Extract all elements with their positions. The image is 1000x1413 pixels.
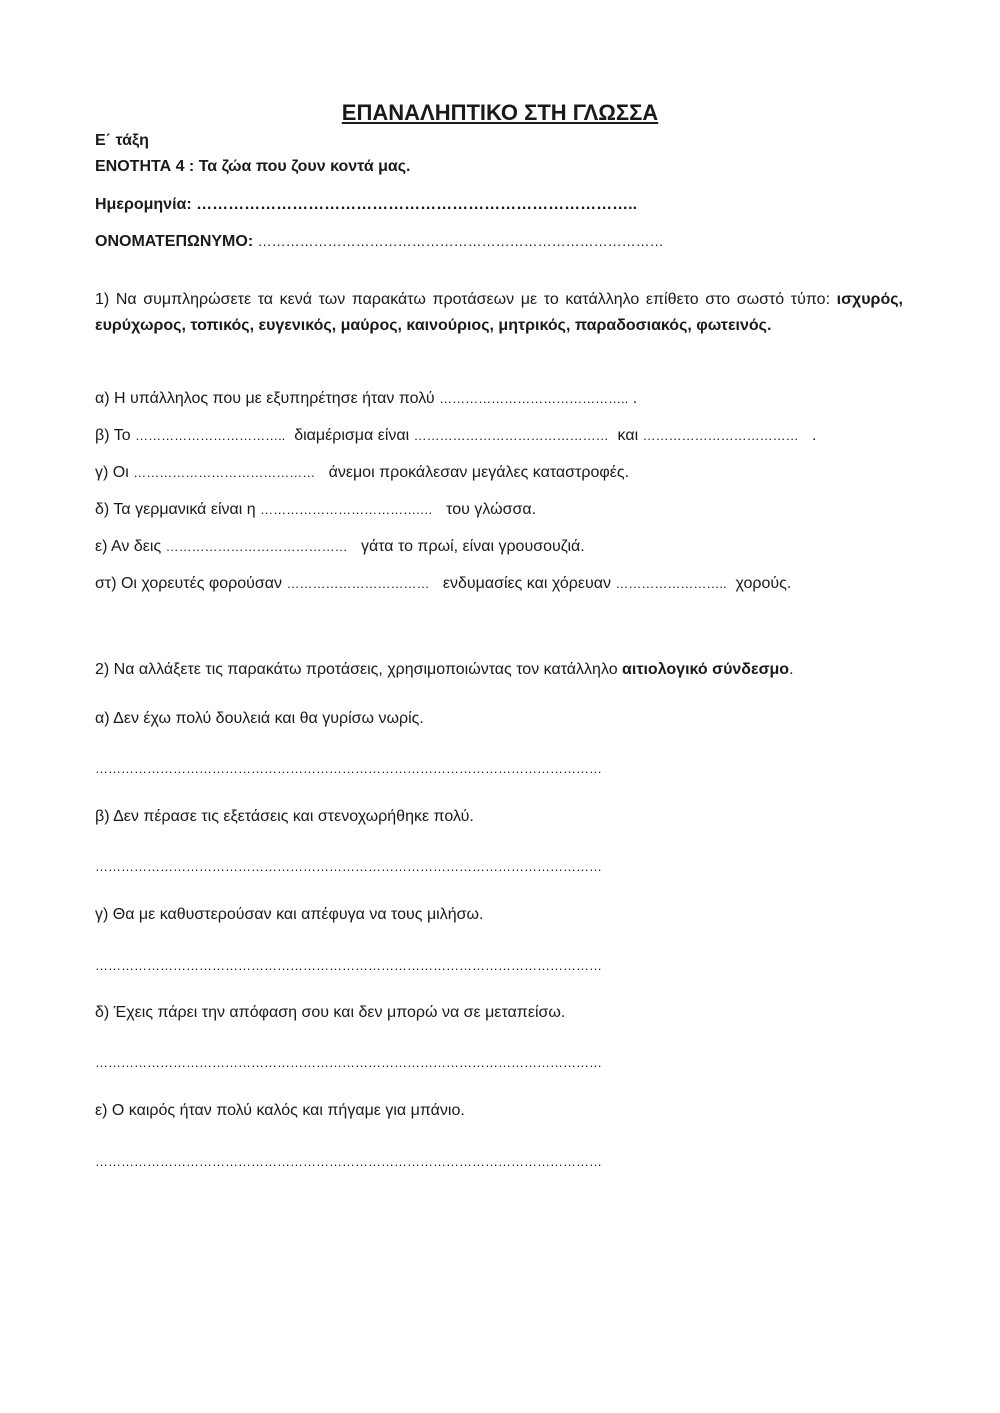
item-f-text: στ) Οι χορευτές φορούσαν <box>95 575 283 592</box>
date-field <box>95 195 637 215</box>
item-d-text: δ) Τα γερμανικά είναι η <box>95 501 256 518</box>
exercise2-period: . <box>789 661 794 678</box>
unit-title: ΕΝΟΤΗΤΑ 4 : Τα ζώα που ζουν κοντά μας. <box>95 158 411 175</box>
exercise2-answer-line-d[interactable]: ……………………………………………………………………………………………………… <box>95 1055 602 1070</box>
item-a-blank[interactable]: …………………………………….. <box>439 391 629 406</box>
grade-label: Ε΄ τάξη <box>95 132 149 149</box>
exercise1-item-c <box>95 463 629 483</box>
exercise2-answer-line-b[interactable]: ……………………………………………………………………………………………………… <box>95 859 602 874</box>
item-c-rest: άνεμοι προκάλεσαν μεγάλες καταστροφές. <box>328 464 630 481</box>
item-b-blank-1[interactable]: …………………………….. <box>135 428 286 443</box>
item-d-rest: του γλώσσα. <box>446 501 537 518</box>
name-field <box>95 231 664 252</box>
exercise2-item-a: α) Δεν έχω πολύ δουλειά και θα γυρίσω νωρίς. <box>95 710 424 727</box>
item-a-text: α) Η υπάλληλος που με εξυπηρέτησε ήταν πολύ <box>95 390 435 407</box>
item-f-blank-2[interactable]: …………………….. <box>615 576 727 591</box>
exercise2-item-b: β) Δεν πέρασε τις εξετάσεις και στενοχωρήθηκε πολύ. <box>95 808 474 825</box>
item-b-blank-3[interactable]: ……………………………… <box>642 428 799 443</box>
item-f-middle: ενδυμασίες και χόρευαν <box>442 575 611 592</box>
item-b-text: β) Το <box>95 427 131 444</box>
exercise2-answer-line-a[interactable]: ……………………………………………………………………………………………………… <box>95 761 602 776</box>
item-e-text: ε) Αν δεις <box>95 538 162 555</box>
item-c-text: γ) Οι <box>95 464 129 481</box>
exercise2-instruction <box>95 657 903 683</box>
item-c-blank[interactable]: …………………………………… <box>133 465 316 480</box>
item-a-end: . <box>632 390 638 407</box>
item-f-end: χορούς. <box>735 575 792 592</box>
item-e-blank[interactable]: …………………………………… <box>165 539 348 554</box>
name-label: ΟΝΟΜΑΤΕΠΩΝΥΜΟ: <box>95 233 254 250</box>
name-blank[interactable]: …………………………………………………………………………… <box>257 233 664 249</box>
date-label: Ημερομηνία: <box>95 196 192 213</box>
exercise2-keyword: αιτιολογικό σύνδεσμο <box>622 661 790 678</box>
item-b-blank-2[interactable]: ……………………………………… <box>413 428 609 443</box>
exercise2-item-c: γ) Θα με καθυστερούσαν και απέφυγα να τους μιλήσω. <box>95 906 484 923</box>
exercise2-answer-line-c[interactable]: ……………………………………………………………………………………………………… <box>95 958 602 973</box>
exercise2-answer-line-e[interactable]: ……………………………………………………………………………………………………… <box>95 1154 602 1169</box>
exercise1-item-d <box>95 500 536 520</box>
exercise1-item-f <box>95 574 791 594</box>
exercise2-item-d: δ) Έχεις πάρει την απόφαση σου και δεν μπορώ να σε μεταπείσω. <box>95 1004 566 1021</box>
exercise2-item-e: ε) Ο καιρός ήταν πολύ καλός και πήγαμε για μπάνιο. <box>95 1102 465 1119</box>
item-d-blank[interactable]: ……………………………….… <box>260 502 433 517</box>
exercise1-instruction-text: 1) Να συμπληρώσετε τα κενά των παρακάτω προτάσεων με το κατάλληλο επίθετο στο σωστό τύπο: <box>95 291 831 308</box>
exercise1-item-e <box>95 537 585 557</box>
item-f-blank-1[interactable]: …………………………… <box>286 576 430 591</box>
exercise1-instruction <box>95 287 903 339</box>
date-blank[interactable]: ……………………………………………………………………….. <box>196 196 638 213</box>
exercise2-instruction-text: 2) Να αλλάξετε τις παρακάτω προτάσεις, χρησιμοποιώντας τον κατάλληλο <box>95 661 618 678</box>
item-b-middle-1: διαμέρισμα είναι <box>294 427 410 444</box>
exercise1-word-bank: ισχυρός, ευρύχωρος, τοπικός, ευγενικός, μαύρος, καινούριος, μητρικός, παραδοσιακός, φωτεινός. <box>95 291 903 334</box>
item-b-end: . <box>811 427 817 444</box>
exercise1-item-b <box>95 426 816 446</box>
worksheet-title: ΕΠΑΝΑΛΗΠΤΙΚΟ ΣΤΗ ΓΛΩΣΣΑ <box>341 100 659 125</box>
item-b-middle-2: και <box>617 427 639 444</box>
exercise1-item-a <box>95 389 637 409</box>
item-e-rest: γάτα το πρωί, είναι γρουσουζιά. <box>360 538 585 555</box>
